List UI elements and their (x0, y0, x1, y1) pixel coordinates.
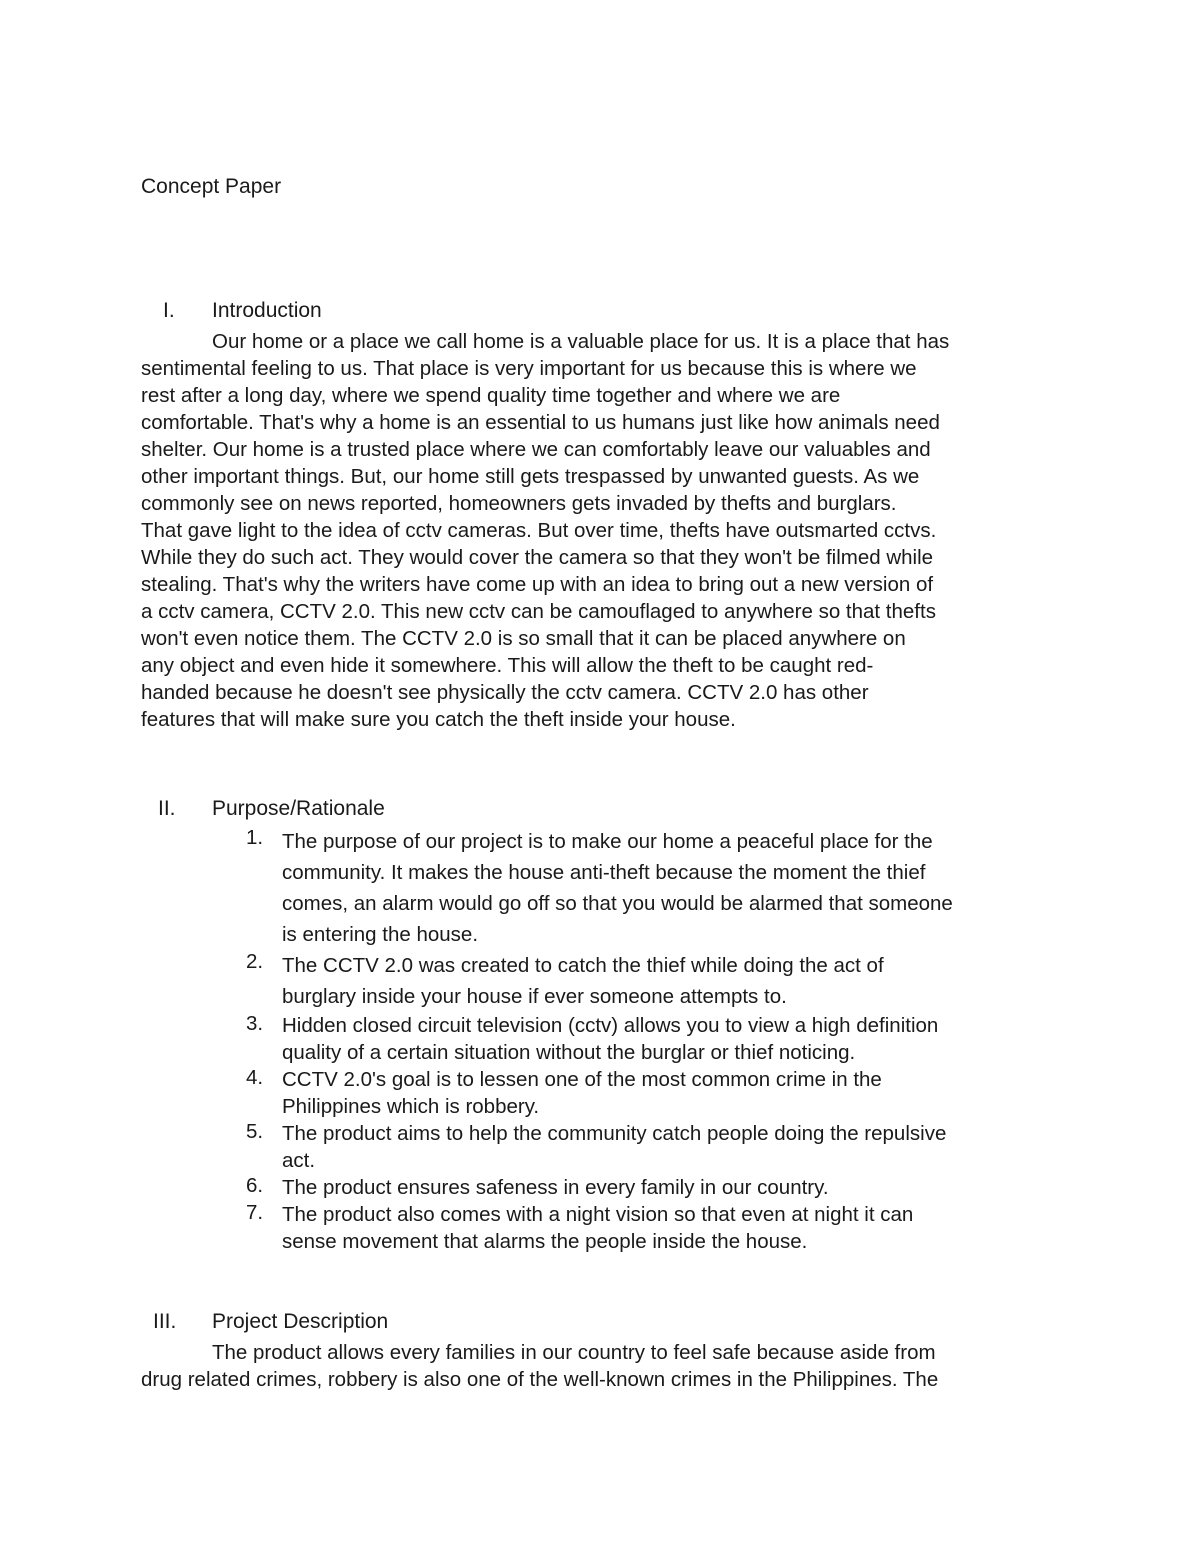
list-item-line: sense movement that alarms the people inside the house. (282, 1230, 808, 1253)
list-item-line: community. It makes the house anti-theft because the moment the thief (282, 861, 926, 884)
section-heading-project-description (141, 1308, 388, 1336)
paragraph-line: shelter. Our home is a trusted place where we can comfortably leave our valuables and (141, 438, 931, 461)
list-marker: 2. (246, 950, 264, 973)
section-heading-introduction (141, 297, 322, 325)
list-item-line: burglary inside your house if ever someone attempts to. (282, 985, 787, 1008)
list-item-line: The product aims to help the community catch people doing the repulsive (282, 1122, 947, 1145)
paragraph-line: While they do such act. They would cover the camera so that they won't be filmed while (141, 546, 934, 569)
list-marker: 1. (246, 826, 264, 849)
paragraph-line: rest after a long day, where we spend quality time together and where we are (141, 384, 841, 407)
paragraph-line: comfortable. That's why a home is an essential to us humans just like how animals need (141, 411, 940, 434)
section-heading-purpose (141, 795, 385, 823)
list-item-line: The product also comes with a night vision so that even at night it can (282, 1203, 914, 1226)
paragraph-line: That gave light to the idea of cctv cameras. But over time, thefts have outsmarted cctvs. (141, 519, 937, 542)
introduction-paragraph (141, 328, 1071, 733)
list-item-line: The product ensures safeness in every family in our country. (282, 1176, 829, 1199)
list-item-line: quality of a certain situation without the burglar or thief noticing. (282, 1041, 856, 1064)
list-item (246, 1066, 953, 1120)
list-item-line: is entering the house. (282, 923, 479, 946)
section-title: Project Description (212, 1310, 389, 1333)
paragraph-line: drug related crimes, robbery is also one of the well-known crimes in the Philippines. The (141, 1368, 939, 1391)
section-title: Purpose/Rationale (212, 797, 385, 820)
list-marker: 7. (246, 1201, 264, 1224)
list-item (246, 1201, 953, 1255)
list-item-line: act. (282, 1149, 316, 1172)
section-title: Introduction (212, 299, 322, 322)
paragraph-line: stealing. That's why the writers have come up with an idea to bring out a new version of (141, 573, 934, 596)
paragraph-line: sentimental feeling to us. That place is very important for us because this is where we (141, 357, 917, 380)
list-item-line: Philippines which is robbery. (282, 1095, 540, 1118)
paragraph-line: features that will make sure you catch the theft inside your house. (141, 708, 736, 731)
list-item-line: The purpose of our project is to make our home a peaceful place for the (282, 830, 933, 853)
paragraph-line: Our home or a place we call home is a valuable place for us. It is a place that has (212, 330, 950, 353)
purpose-list (246, 826, 953, 1255)
list-item-line: Hidden closed circuit television (cctv) allows you to view a high definition (282, 1014, 939, 1037)
paragraph-line: other important things. But, our home still gets trespassed by unwanted guests. As we (141, 465, 920, 488)
paragraph-line: commonly see on news reported, homeowners gets invaded by thefts and burglars. (141, 492, 897, 515)
paragraph-line: any object and even hide it somewhere. This will allow the theft to be caught red- (141, 654, 874, 677)
project-description-paragraph (141, 1339, 1071, 1393)
paragraph-line: a cctv camera, CCTV 2.0. This new cctv can be camouflaged to anywhere so that thefts (141, 600, 936, 623)
paragraph-line: won't even notice them. The CCTV 2.0 is so small that it can be placed anywhere on (141, 627, 906, 650)
list-marker: 3. (246, 1012, 264, 1035)
list-item (246, 826, 953, 950)
section-numeral: I. (163, 299, 175, 322)
document-title: Concept Paper (141, 175, 282, 198)
list-marker: 6. (246, 1174, 264, 1197)
list-item-line: The CCTV 2.0 was created to catch the thief while doing the act of (282, 954, 884, 977)
section-numeral: II. (158, 797, 176, 820)
list-item (246, 1012, 953, 1066)
list-marker: 4. (246, 1066, 264, 1089)
list-item (246, 1174, 953, 1201)
list-item (246, 950, 953, 1012)
paragraph-line: The product allows every families in our country to feel safe because aside from (212, 1341, 936, 1364)
list-item-line: CCTV 2.0's goal is to lessen one of the most common crime in the (282, 1068, 882, 1091)
list-marker: 5. (246, 1120, 264, 1143)
list-item-line: comes, an alarm would go off so that you would be alarmed that someone (282, 892, 953, 915)
paragraph-line: handed because he doesn't see physically the cctv camera. CCTV 2.0 has other (141, 681, 869, 704)
section-numeral: III. (153, 1310, 177, 1333)
list-item (246, 1120, 953, 1174)
